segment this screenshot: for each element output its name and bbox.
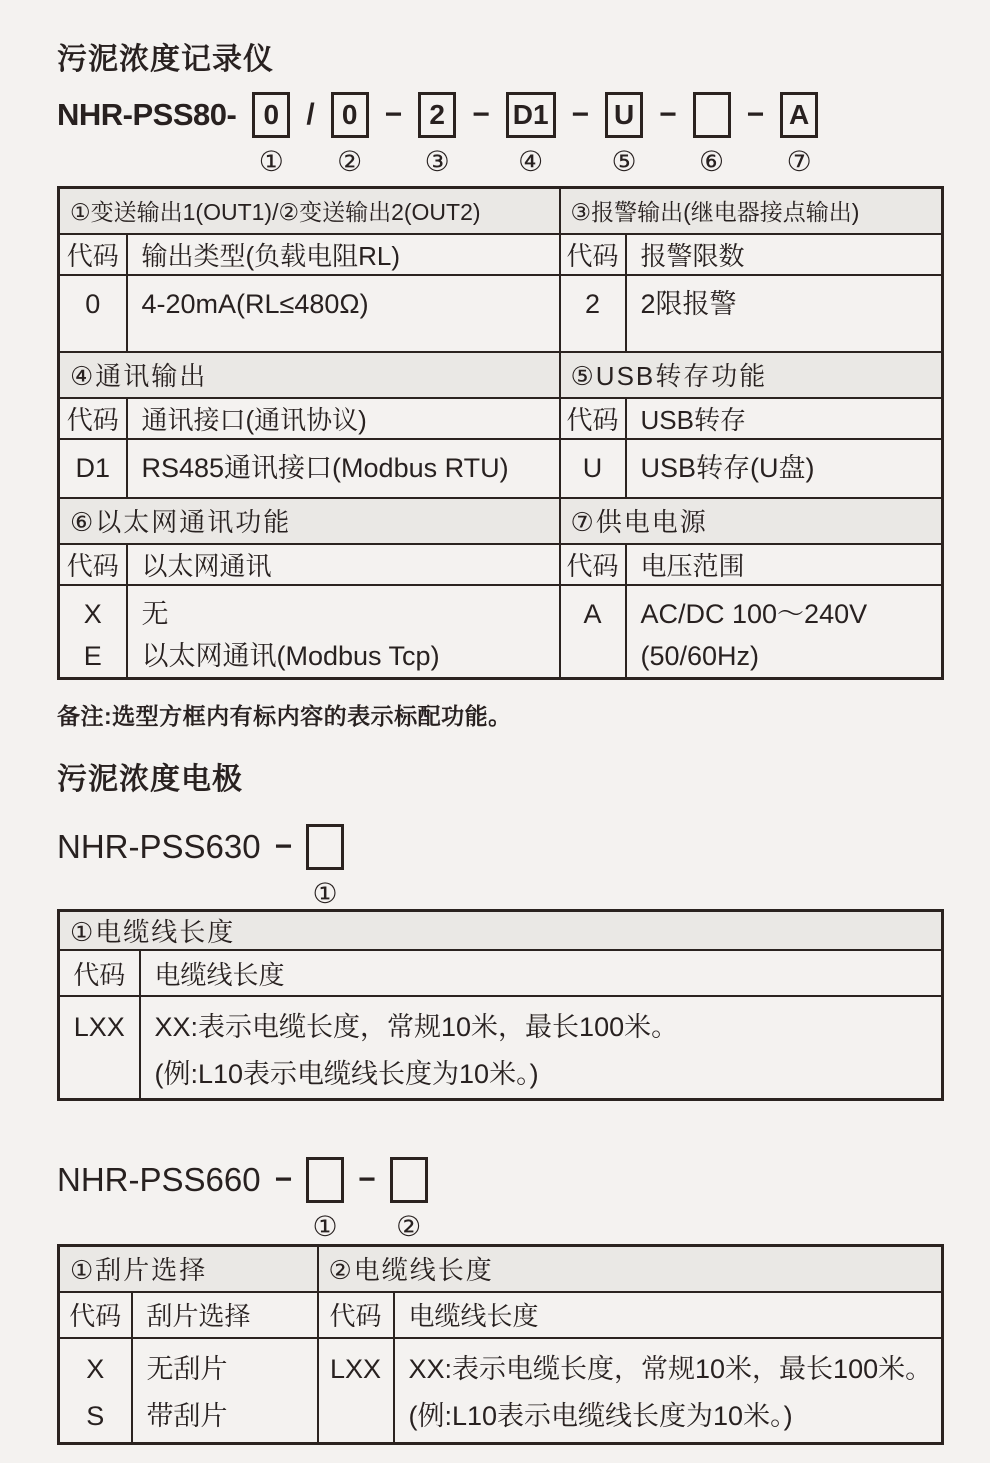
table-row — [59, 1338, 943, 1444]
value-line: (50/60Hz) — [640, 640, 760, 671]
code-line: X — [86, 1353, 105, 1384]
pss80-slot-1 — [252, 92, 290, 177]
pss660-selection-table — [57, 1244, 944, 1445]
pss660-model-line — [57, 1157, 990, 1242]
code-cell: 2 — [560, 275, 626, 352]
section-title-comm-output: ④通讯输出 — [59, 352, 560, 398]
table-header-row — [59, 544, 943, 585]
slash-separator: / — [306, 98, 315, 131]
pss80-code-box-7: A — [780, 92, 818, 138]
dash-separator: − — [384, 98, 403, 131]
code-line: E — [83, 640, 102, 671]
table-header-row — [59, 1292, 943, 1338]
value-cell — [140, 996, 943, 1100]
value-line: 无刮片 — [146, 1353, 228, 1384]
code-column-header: 代码 — [59, 950, 140, 996]
table-row — [59, 996, 943, 1100]
section-title-power-supply: ⑦供电电源 — [560, 498, 943, 544]
table-section-header-row — [59, 1246, 943, 1292]
pss630-model-prefix: NHR-PSS630 — [57, 827, 261, 865]
section-title-alarm-output: ③报警输出(继电器接点输出) — [560, 188, 943, 234]
dash-separator: − — [746, 98, 765, 131]
value-line: 以太网通讯(Modbus Tcp) — [141, 640, 440, 671]
code-cell: LXX — [59, 996, 140, 1100]
code-cell — [59, 585, 127, 679]
code-column-header: 代码 — [560, 544, 626, 585]
pss80-slot-6 — [693, 92, 731, 177]
value-line: AC/DC 100～240V — [640, 598, 868, 629]
dash-separator: − — [274, 829, 293, 863]
table-row — [59, 585, 943, 679]
code-column-header: 代码 — [560, 398, 626, 439]
dash-separator: − — [659, 98, 677, 131]
value-cell — [394, 1338, 943, 1444]
code-column-header: 代码 — [59, 1292, 132, 1338]
pss80-selection-table — [57, 186, 944, 680]
pss80-circled-number-3: ③ — [424, 146, 450, 177]
section-title-scraper-select: ①刮片选择 — [59, 1246, 318, 1292]
pss80-code-box-6-empty — [693, 92, 731, 138]
table-section-header-row — [59, 498, 943, 544]
value-cell: RS485通讯接口(Modbus RTU) — [127, 439, 560, 498]
comm-interface-column-header: 通讯接口(通讯协议) — [127, 398, 560, 439]
scraper-column-header: 刮片选择 — [132, 1292, 318, 1338]
pss80-slot-2 — [331, 92, 369, 177]
electrode-title: 污泥浓度电极 — [57, 762, 243, 796]
code-cell: LXX — [318, 1338, 394, 1444]
table-header-row — [59, 398, 943, 439]
pss80-slot-5 — [605, 92, 643, 177]
value-cell — [127, 585, 560, 679]
dash-separator: − — [472, 98, 490, 131]
code-cell: D1 — [59, 439, 127, 498]
code-column-header: 代码 — [59, 544, 127, 585]
value-line: (例:L10表示电缆线长度为10米。) — [408, 1400, 793, 1431]
table-row — [59, 275, 943, 352]
pss660-circled-number-2: ② — [396, 1211, 422, 1242]
pss80-code-box-5: U — [605, 92, 643, 138]
pss80-code-box-4: D1 — [506, 92, 556, 138]
pss80-slot-4 — [506, 92, 556, 177]
code-cell: A — [560, 585, 626, 679]
pss630-selection-table — [57, 909, 944, 1102]
pss630-circled-number-1: ① — [312, 877, 338, 909]
dash-separator: − — [571, 98, 590, 131]
cable-length-column-header: 电缆线长度 — [394, 1292, 943, 1338]
code-line: S — [86, 1400, 105, 1431]
section-title-cable-length: ①电缆线长度 — [59, 910, 943, 950]
code-column-header: 代码 — [59, 234, 127, 275]
usb-column-header: USB转存 — [626, 398, 943, 439]
section-title-cable-length: ②电缆线长度 — [318, 1246, 943, 1292]
pss660-slot-2 — [390, 1157, 428, 1242]
table-section-header-row — [59, 188, 943, 234]
code-cell: U — [560, 439, 626, 498]
dash-separator: − — [274, 1163, 293, 1196]
output-type-column-header: 输出类型(负载电阻RL) — [127, 234, 560, 275]
pss80-code-box-1: 0 — [252, 92, 290, 138]
voltage-column-header: 电压范围 — [626, 544, 943, 585]
pss630-slot-1 — [306, 824, 344, 909]
recorder-title: 污泥浓度记录仪 — [57, 43, 274, 76]
section-title-usb-function: ⑤USB转存功能 — [560, 352, 943, 398]
table-section-header-row — [59, 910, 943, 950]
pss660-slot-1 — [306, 1157, 344, 1242]
ethernet-column-header: 以太网通讯 — [127, 544, 560, 585]
pss660-code-box-1-empty — [306, 1157, 344, 1203]
table-header-row — [59, 950, 943, 996]
value-cell: 2限报警 — [626, 275, 943, 352]
section-title-transmit-output: ①变送输出1(OUT1)/②变送输出2(OUT2) — [59, 188, 560, 234]
dash-separator: − — [358, 1163, 376, 1196]
pss660-circled-number-1: ① — [312, 1211, 338, 1242]
value-line: 带刮片 — [146, 1400, 228, 1431]
pss80-circled-number-5: ⑤ — [611, 146, 637, 177]
alarm-limit-column-header: 报警限数 — [626, 234, 943, 275]
value-line: 无 — [141, 598, 169, 629]
pss80-slot-7 — [780, 92, 818, 177]
code-column-header: 代码 — [560, 234, 626, 275]
code-line: X — [83, 598, 102, 629]
code-column-header: 代码 — [59, 398, 127, 439]
pss80-circled-number-4: ④ — [518, 146, 544, 177]
table-header-row — [59, 234, 943, 275]
code-cell: 0 — [59, 275, 127, 352]
value-line: (例:L10表示电缆线长度为10米。) — [154, 1059, 539, 1089]
pss80-model-prefix: NHR-PSS80- — [57, 97, 237, 132]
pss80-code-box-3: 2 — [418, 92, 456, 138]
code-cell — [59, 1338, 132, 1444]
value-line: XX:表示电缆长度，常规10米，最长100米。 — [408, 1353, 933, 1384]
section-title-ethernet: ⑥以太网通讯功能 — [59, 498, 560, 544]
value-cell: USB转存(U盘) — [626, 439, 943, 498]
pss80-circled-number-2: ② — [337, 146, 363, 177]
pss660-model-prefix: NHR-PSS660 — [57, 1161, 261, 1198]
pss80-model-line — [57, 92, 990, 177]
table-section-header-row — [59, 352, 943, 398]
pss660-code-box-2-empty — [390, 1157, 428, 1203]
table-row — [59, 439, 943, 498]
cable-length-column-header: 电缆线长度 — [140, 950, 943, 996]
pss80-circled-number-1: ① — [258, 146, 284, 177]
pss630-model-line — [57, 824, 990, 909]
pss80-circled-number-6: ⑥ — [699, 146, 725, 177]
pss630-code-box-1-empty — [306, 824, 344, 870]
pss80-circled-number-7: ⑦ — [786, 146, 812, 177]
note-text: 备注:选型方框内有标内容的表示标配功能。 — [57, 702, 512, 729]
value-cell — [626, 585, 943, 679]
value-line: XX:表示电缆长度，常规10米，最长100米。 — [154, 1012, 679, 1042]
value-cell — [132, 1338, 318, 1444]
pss80-code-box-2: 0 — [331, 92, 369, 138]
code-column-header: 代码 — [318, 1292, 394, 1338]
value-cell: 4-20mA(RL≤480Ω) — [127, 275, 560, 352]
pss80-slot-3 — [418, 92, 456, 177]
